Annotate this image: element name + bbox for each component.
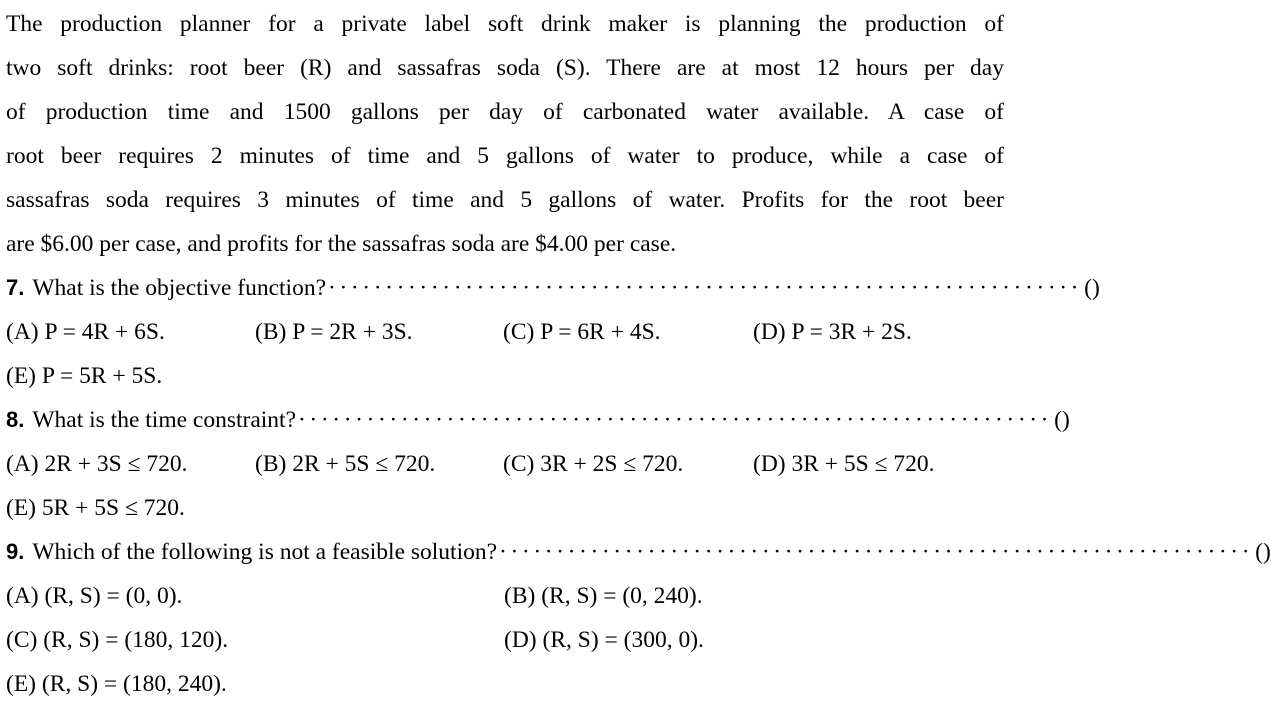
option-c: (C) (R, S) = (180, 120). (6, 627, 229, 653)
option-a: (A) P = 4R + 6S. (6, 319, 165, 345)
option-c: (C) P = 6R + 4S. (503, 319, 661, 345)
dot-leader: ·································································· (328, 275, 1083, 301)
option-e: (E) 5R + 5S ≤ 720. (6, 495, 185, 521)
option-d: (D) P = 3R + 2S. (753, 319, 912, 345)
option-d: (D) (R, S) = (300, 0). (504, 627, 704, 653)
question-text: Which of the following is not a feasible solution? (32, 539, 498, 565)
options-row (6, 662, 1004, 706)
options-row (6, 618, 1004, 662)
option-e: (E) (R, S) = (180, 240). (6, 671, 227, 697)
question-text: What is the objective function? (32, 275, 327, 301)
problem-line: of production time and 1500 gallons per day of carbonated water available. A case of (6, 99, 1004, 125)
problem-line: are $6.00 per case, and profits for the sassafras soda are $4.00 per case. (6, 231, 677, 257)
options-row (6, 574, 1004, 618)
question-9 (6, 530, 1271, 574)
paren-close: ) (1262, 539, 1271, 565)
problem-statement (6, 2, 1004, 266)
answer-blank[interactable] (1255, 530, 1271, 574)
option-e: (E) P = 5R + 5S. (6, 363, 163, 389)
option-b: (B) 2R + 5S ≤ 720. (255, 451, 436, 477)
options-row (6, 442, 1004, 486)
options-row (6, 486, 1004, 530)
question-7 (6, 266, 1100, 310)
answer-blank[interactable] (1054, 398, 1070, 442)
answer-blank[interactable] (1084, 266, 1100, 310)
option-a: (A) 2R + 3S ≤ 720. (6, 451, 188, 477)
question-number: 9. (6, 539, 25, 564)
dot-leader: ·································································· (298, 407, 1053, 433)
worksheet (6, 2, 1271, 706)
paren-open: ( (1255, 539, 1263, 565)
problem-line: The production planner for a private label soft drink maker is planning the production of (6, 11, 1004, 37)
paren-close: ) (1091, 275, 1100, 301)
paren-close: ) (1061, 407, 1070, 433)
paren-open: ( (1084, 275, 1092, 301)
question-number: 8. (6, 407, 25, 432)
problem-line: two soft drinks: root beer (R) and sassafras soda (S). There are at most 12 hours per day (6, 55, 1004, 81)
question-number: 7. (6, 275, 25, 300)
question-8 (6, 398, 1070, 442)
options-row (6, 354, 1004, 398)
option-b: (B) (R, S) = (0, 240). (504, 583, 703, 609)
problem-line: root beer requires 2 minutes of time and 5 gallons of water to produce, while a case of (6, 143, 1004, 169)
option-a: (A) (R, S) = (0, 0). (6, 583, 183, 609)
option-b: (B) P = 2R + 3S. (255, 319, 413, 345)
option-c: (C) 3R + 2S ≤ 720. (503, 451, 684, 477)
problem-line: sassafras soda requires 3 minutes of time and 5 gallons of water. Profits for the root beer (6, 187, 1004, 213)
options-row (6, 310, 1004, 354)
dot-leader: ·································································· (499, 539, 1254, 565)
paren-open: ( (1054, 407, 1062, 433)
option-d: (D) 3R + 5S ≤ 720. (753, 451, 935, 477)
question-text: What is the time constraint? (32, 407, 296, 433)
